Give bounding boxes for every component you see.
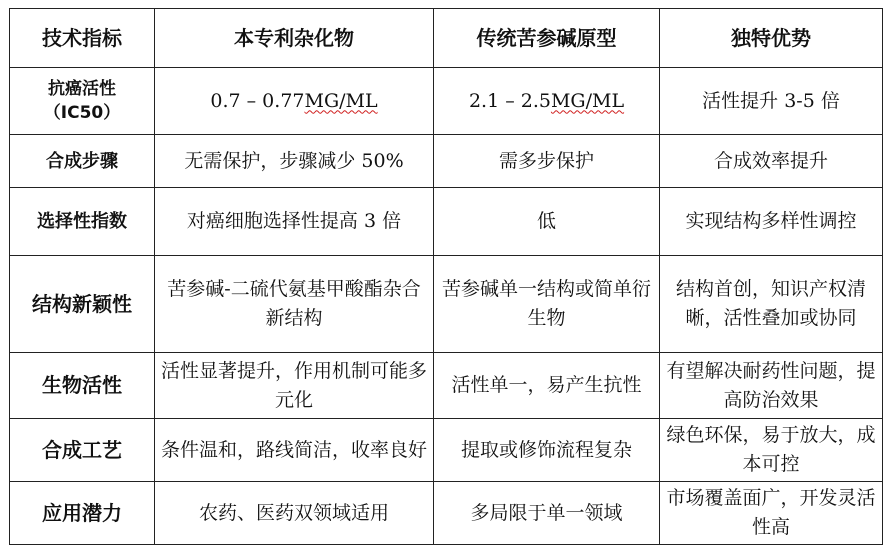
header-unique-advantage: 独特优势 [660,9,883,68]
cell-advantage: 市场覆盖面广，开发灵活性高 [660,482,883,545]
metric-label-line1: 抗癌活性 [48,79,116,99]
unit-text: MG/ML [550,89,625,112]
row-metric-process: 合成工艺 [10,419,155,482]
row-metric-application: 应用潜力 [10,482,155,545]
comparison-table [9,8,883,545]
cell-patent: 条件温和，路线简洁，收率良好 [155,419,434,482]
value-text: 0.7 – 0.77 [210,89,305,112]
row-metric-synthesis-steps: 合成步骤 [10,135,155,188]
cell-traditional: 提取或修饰流程复杂 [434,419,660,482]
unit-text: MG/ML [304,89,378,112]
header-metric: 技术指标 [10,9,155,68]
table-row [10,419,883,482]
row-metric-anticancer [10,68,155,135]
cell-patent: 对癌细胞选择性提高 3 倍 [155,188,434,256]
cell-patent: 农药、医药双领域适用 [155,482,434,545]
table-row [10,188,883,256]
table-row [10,256,883,353]
cell-traditional [434,68,660,135]
table-header-row [10,9,883,68]
cell-advantage: 活性提升 3-5 倍 [660,68,883,135]
row-metric-bioactivity: 生物活性 [10,353,155,419]
table-row [10,135,883,188]
cell-advantage: 绿色环保，易于放大，成本可控 [660,419,883,482]
header-patent-hybrid: 本专利杂化物 [155,9,434,68]
cell-patent [155,68,434,135]
comparison-table-container [9,8,882,545]
cell-patent: 无需保护，步骤减少 50% [155,135,434,188]
row-metric-selectivity: 选择性指数 [10,188,155,256]
cell-advantage: 实现结构多样性调控 [660,188,883,256]
cell-traditional: 活性单一，易产生抗性 [434,353,660,419]
cell-advantage: 合成效率提升 [660,135,883,188]
cell-traditional: 需多步保护 [434,135,660,188]
table-row [10,482,883,545]
cell-advantage: 结构首创，知识产权清晰，活性叠加或协同 [660,256,883,353]
table-row [10,68,883,135]
cell-traditional: 多局限于单一领域 [434,482,660,545]
header-traditional-matrine: 传统苦参碱原型 [434,9,660,68]
cell-patent: 苦参碱-二硫代氨基甲酸酯杂合新结构 [155,256,434,353]
cell-traditional: 低 [434,188,660,256]
cell-advantage: 有望解决耐药性问题，提高防治效果 [660,353,883,419]
metric-label-line2: （IC50） [43,103,121,123]
table-row [10,353,883,419]
cell-patent: 活性显著提升，作用机制可能多元化 [155,353,434,419]
cell-traditional: 苦参碱单一结构或简单衍生物 [434,256,660,353]
row-metric-novelty: 结构新颖性 [10,256,155,353]
value-text: 2.1 – 2.5 [468,89,551,112]
